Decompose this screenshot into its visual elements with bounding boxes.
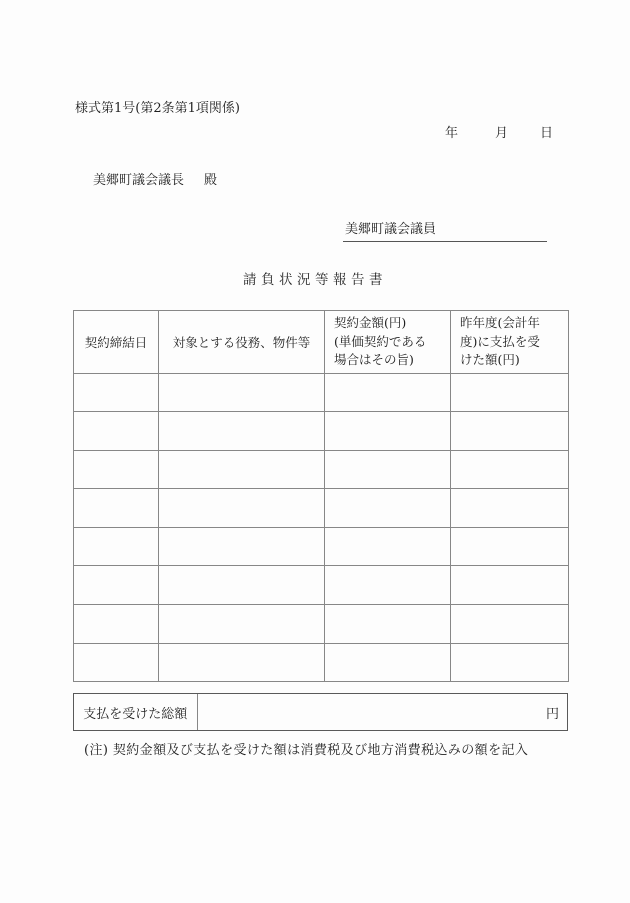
header-subject: 対象とする役務、物件等 <box>159 311 325 374</box>
header-prev-year-paid <box>451 311 569 374</box>
date-day-label: 日 <box>540 126 554 141</box>
addressee-line <box>93 169 217 188</box>
table-cell-empty <box>74 412 159 451</box>
table-row <box>74 450 569 489</box>
table-cell-empty <box>159 489 325 528</box>
header-contract-amount-line2: (単価契約である <box>334 333 427 349</box>
summary-value-cell <box>198 694 568 730</box>
summary-box <box>73 693 568 731</box>
table-cell-empty <box>451 373 569 412</box>
header-contract-amount-line1: 契約金額(円) <box>334 315 407 330</box>
table-cell-empty <box>451 643 569 682</box>
table-cell-empty <box>74 450 159 489</box>
table-cell-empty <box>451 412 569 451</box>
summary-unit-label: 円 <box>545 706 559 722</box>
table-row <box>74 412 569 451</box>
table-cell-empty <box>159 643 325 682</box>
table-row <box>74 373 569 412</box>
table-cell-empty <box>74 643 159 682</box>
table-cell-empty <box>159 373 325 412</box>
table-cell-empty <box>451 605 569 644</box>
table-cell-empty <box>74 373 159 412</box>
table-cell-empty <box>159 412 325 451</box>
table-cell-empty <box>159 566 325 605</box>
table-cell-empty <box>325 605 451 644</box>
table-cell-empty <box>159 527 325 566</box>
table-cell-empty <box>74 527 159 566</box>
table-cell-empty <box>325 450 451 489</box>
header-prev-year-paid-line1: 昨年度(会計年 <box>460 315 540 330</box>
table-cell-empty <box>451 527 569 566</box>
date-month-label: 月 <box>495 126 509 141</box>
table-cell-empty <box>451 450 569 489</box>
header-contract-date: 契約締結日 <box>74 311 159 374</box>
table-row <box>74 605 569 644</box>
header-contract-amount-line3: 場合はその旨) <box>334 352 414 367</box>
report-table <box>73 310 569 682</box>
signer-underline-field <box>343 218 547 242</box>
addressee-name: 美郷町議会議長 <box>93 173 185 188</box>
table-row <box>74 489 569 528</box>
table-cell-empty <box>74 605 159 644</box>
table-cell-empty <box>159 450 325 489</box>
table-cell-empty <box>74 566 159 605</box>
table-cell-empty <box>451 489 569 528</box>
document-title: 請負状況等報告書 <box>243 272 387 288</box>
addressee-honorific: 殿 <box>204 173 218 188</box>
table-cell-empty <box>325 489 451 528</box>
table-body <box>74 373 569 682</box>
header-prev-year-paid-line2: 度)に支払を受 <box>460 333 540 349</box>
form-number: 様式第1号(第2条第1項関係) <box>75 101 240 116</box>
table-cell-empty <box>325 412 451 451</box>
header-contract-amount <box>325 311 451 374</box>
table-cell-empty <box>159 605 325 644</box>
date-year-label: 年 <box>445 126 459 141</box>
table-cell-empty <box>325 373 451 412</box>
summary-label: 支払を受けた総額 <box>74 694 198 730</box>
table-row <box>74 643 569 682</box>
table-cell-empty <box>325 643 451 682</box>
header-prev-year-paid-line3: けた額(円) <box>460 352 520 367</box>
table-row <box>74 527 569 566</box>
table-cell-empty <box>325 566 451 605</box>
table-header-row <box>74 311 569 374</box>
signer-label: 美郷町議会議員 <box>345 222 437 237</box>
date-line <box>445 122 553 141</box>
table-cell-empty <box>325 527 451 566</box>
table-row <box>74 566 569 605</box>
footnote: (注) 契約金額及び支払を受けた額は消費税及び地方消費税込みの額を記入 <box>84 743 529 758</box>
table-cell-empty <box>451 566 569 605</box>
table-cell-empty <box>74 489 159 528</box>
